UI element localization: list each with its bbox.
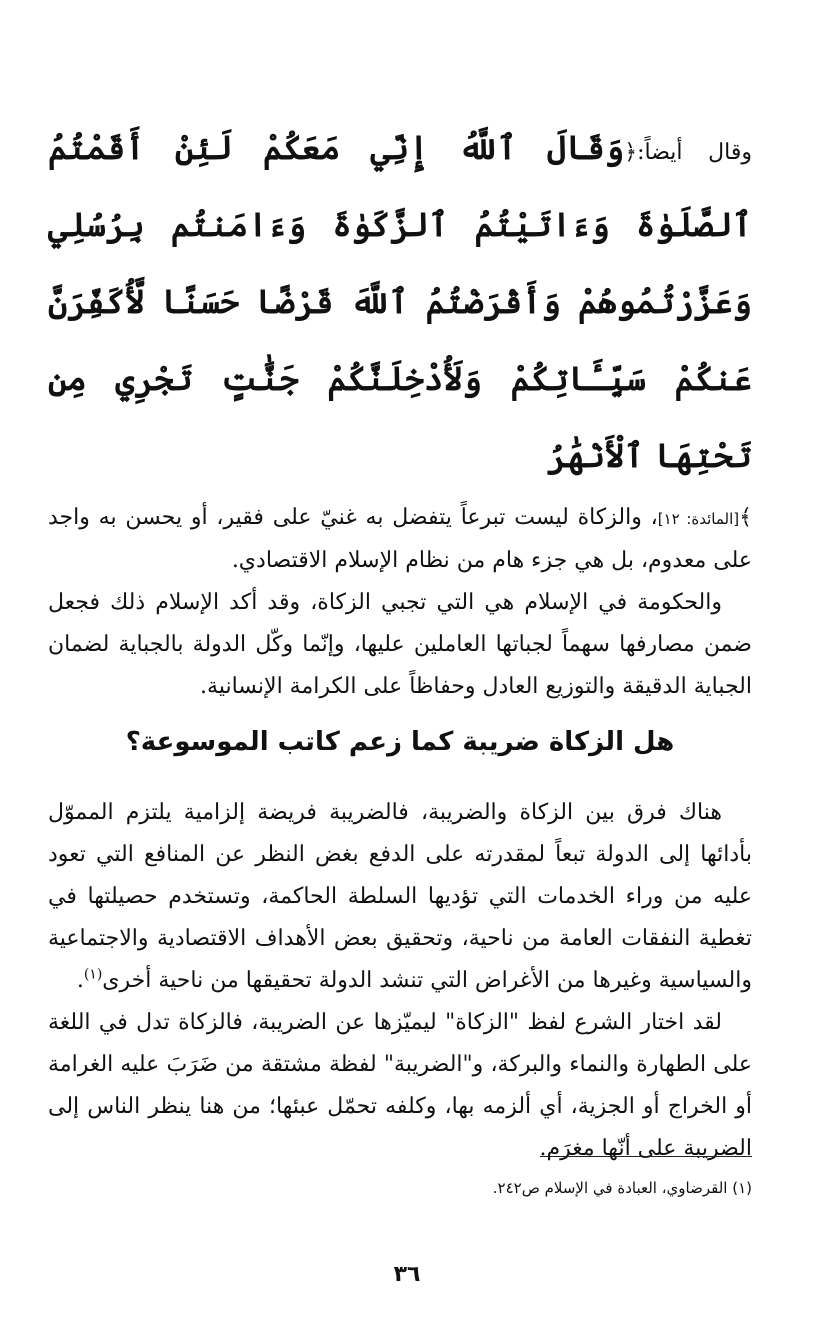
- footnote: (١) القرضاوي، العبادة في الإسلام ص٢٤٢.: [492, 1179, 752, 1197]
- sharia-paragraph: لقد اختار الشرع لفظ "الزكاة" ليميّزها عن الضريبة، فالزكاة تدل في اللغة على الطهارة والنماء والبركة، و"الضريبة" لفظة مشتقة من ضَرَبَ عليه الغرامة أو الخراج أو الجزية، أي ألزمه بها، وكلفه تحمّل عبئها؛ من هنا ينظر الناس إلى الضريبة على أنّها مغرَم.: [48, 1010, 752, 1161]
- page-body: [48, 112, 752, 1328]
- quote-lead: وقال أيضاً:: [637, 140, 752, 165]
- difference-end: .: [76, 968, 84, 993]
- page-number: ٣٦: [393, 1262, 421, 1287]
- quran-quote-paragraph: [48, 112, 752, 497]
- footnote-marker: (١): [83, 966, 103, 983]
- quran-open-bracket: ﴿: [624, 140, 638, 165]
- difference-text: هناك فرق بين الزكاة والضريبة، فالضريبة فريضة إلزامية يلتزم المموّل بأدائها إلى الدولة تبعاً لمقدرته على الدفع بغض النظر عن المنافع التي تعود عليه من وراء الخدمات التي تؤديها السلطة الحاكمة، وتستخدم حصيلتها في تغطية النفقات العامة من ناحية، وتحقيق بعض الأهداف الاقتصادية والاجتماعية والسياسية وغيرها من الأغراض التي تنشد الدولة تحقيقها من ناحية أخرى: [48, 800, 752, 993]
- quran-verse: وَقَالَ ٱللَّهُ إِنِّي مَعَكُمْ لَئِنْ أَقَمْتُمُ ٱلصَّلَوٰةَ وَءَاتَيْتُمُ ٱلزَّكَوٰةَ وَءَامَنتُم بِرُسُلِي وَعَزَّرْتُمُوهُمْ وَأَقْرَضْتُمُ ٱللَّهَ قَرْضًا حَسَنًا لَّأُكَفِّرَنَّ عَنكُمْ سَيِّـَٔاتِكُمْ وَلَأُدْخِلَنَّكُمْ جَنَّٰتٍ تَجْرِي مِن تَحْتِهَا ٱلْأَنْهَٰرُ: [48, 128, 752, 475]
- difference-paragraph: [48, 792, 752, 1002]
- verse-reference: [المائدة: ١٢]: [657, 510, 740, 528]
- zakat-not-charity-text: ، والزكاة ليست تبرعاً يتفضل به غنيّ على فقير، أو يحسن به واجد على معدوم، بل هي جزء هام من نظام الإسلام الاقتصادي.: [48, 505, 752, 573]
- quran-close-bracket: ﴾: [739, 505, 753, 530]
- government-paragraph: والحكومة في الإسلام هي التي تجبي الزكاة، وقد أكد الإسلام ذلك فجعل ضمن مصارفها سهماً لجباتها العاملين عليها، وإنّما وكّل الدولة بالجباية لضمان الجباية الدقيقة والتوزيع العادل وحفاظاً على الكرامة الإنسانية.: [48, 590, 752, 699]
- zakat-not-charity-paragraph: [48, 497, 752, 582]
- footnote-divider: [540, 1156, 752, 1157]
- section-heading: هل الزكاة ضريبة كما زعم كاتب الموسوعة؟: [125, 727, 675, 757]
